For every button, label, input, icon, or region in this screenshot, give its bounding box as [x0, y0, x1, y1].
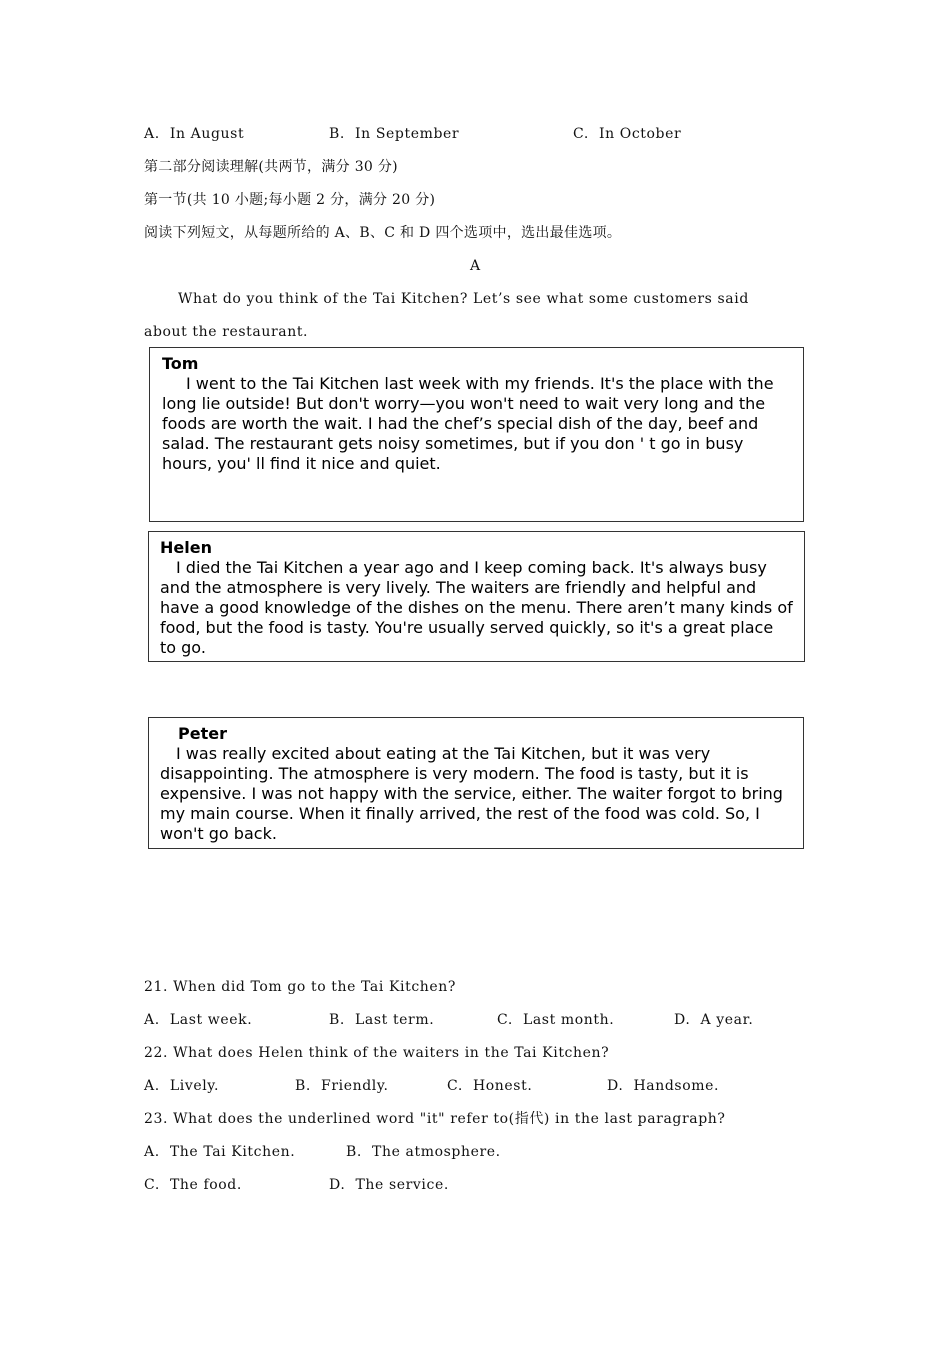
q20-option-c: C. In October [573, 126, 682, 142]
q20-option-a: A. In August [144, 126, 245, 142]
review-name-helen: Helen [160, 538, 212, 557]
section1-title: 第一节(共 10 小题;每小题 2 分，满分 20 分) [144, 192, 436, 208]
review-text-helen: I died the Tai Kitchen a year ago and I keep coming back. It's always busy and the atmosphere is very lively. The waiters are friendly and helpful and have a good knowledge of the dishes on the menu. There aren’t many kinds of food, but the food is tasty. You're usually served quickly, so it's a great place to go. [160, 558, 793, 657]
q22-option-b: B. Friendly. [295, 1078, 389, 1094]
part2-title: 第二部分阅读理解(共两节，满分 30 分) [144, 159, 398, 175]
review-name-tom: Tom [162, 354, 199, 373]
q23-option-c: C. The food. [144, 1177, 242, 1193]
review-text-tom: I went to the Tai Kitchen last week with my friends. It's the place with the long lie outside! But don't worry—you won't need to wait very long and the foods are worth the wait. I had the chef’s special dish of the day, beef and salad. The restaurant gets noisy sometimes, but if you don ' t go in busy hours, you' ll find it nice and quiet. [162, 374, 774, 473]
question-23: 23. What does the underlined word "it" refer to(指代) in the last paragraph? [144, 1111, 726, 1127]
question-21: 21. When did Tom go to the Tai Kitchen? [144, 979, 457, 995]
passage-label: A [470, 258, 481, 274]
q21-option-c: C. Last month. [497, 1012, 615, 1028]
q21-option-a: A. Last week. [144, 1012, 253, 1028]
question-22: 22. What does Helen think of the waiters in the Tai Kitchen? [144, 1045, 610, 1061]
review-box-tom [149, 347, 804, 522]
q23-option-b: B. The atmosphere. [346, 1144, 501, 1160]
instructions: 阅读下列短文，从每题所给的 A、B、C 和 D 四个选项中，选出最佳选项。 [144, 225, 622, 241]
review-name-peter: Peter [178, 724, 227, 743]
q23-option-d: D. The service. [329, 1177, 449, 1193]
intro-line-1: What do you think of the Tai Kitchen? Let’s see what some customers said [178, 291, 749, 307]
review-text-peter: I was really excited about eating at the Tai Kitchen, but it was very disappointing. The atmosphere is very modern. The food is tasty, but it is expensive. I was not happy with the service, either. The waiter forgot to bring my main course. When it finally arrived, the rest of the food was cold. So, I won't go back. [160, 744, 783, 843]
review-box-helen [148, 531, 805, 662]
intro-line-2: about the restaurant. [144, 324, 309, 340]
q20-option-b: B. In September [329, 126, 460, 142]
q22-option-a: A. Lively. [144, 1078, 220, 1094]
q21-option-d: D. A year. [674, 1012, 754, 1028]
q21-option-b: B. Last term. [329, 1012, 435, 1028]
q22-option-c: C. Honest. [447, 1078, 533, 1094]
review-box-peter [148, 717, 804, 849]
q22-option-d: D. Handsome. [607, 1078, 720, 1094]
q23-option-a: A. The Tai Kitchen. [144, 1144, 296, 1160]
